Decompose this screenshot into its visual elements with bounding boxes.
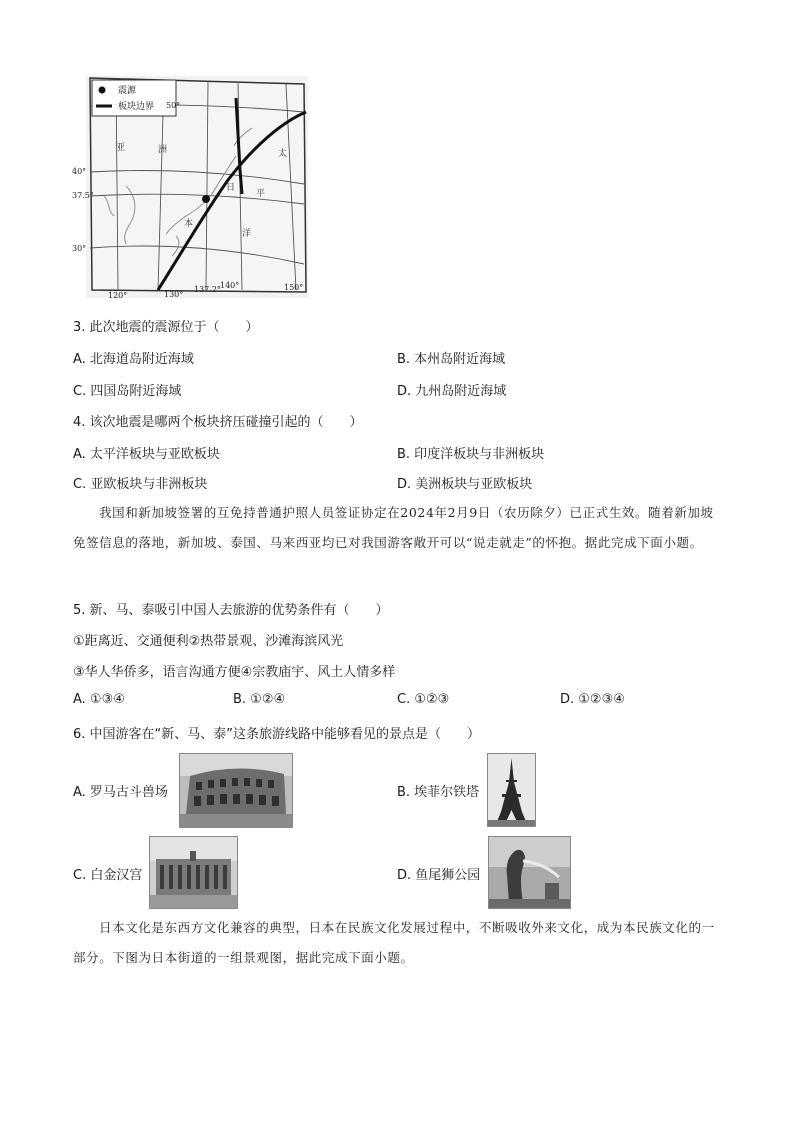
- legend-epicenter-label: 震源: [118, 86, 137, 96]
- q4-option-b[interactable]: B. 印度洋板块与非洲板块: [397, 447, 545, 462]
- q5-items-line1: ①距离近、交通便利②热带景观、沙滩海滨风光: [73, 634, 344, 649]
- q4-option-c[interactable]: C. 亚欧板块与非洲板块: [73, 477, 208, 492]
- lat-label-37-5: 37.5°: [72, 191, 94, 200]
- q6-option-d[interactable]: D. 鱼尾狮公园: [397, 868, 481, 883]
- passage-visa-free: 我国和新加坡签署的互免持普通护照人员签证协定在2024年2月9日（农历除夕）已正式生效。随着新加坡免签信息的落地，新加坡、泰国、马来西亚均已对我国游客敞开可以“说走就走”的怀抱。据此完成下面小题。: [73, 505, 714, 550]
- lat-label-50: 50°: [166, 101, 181, 110]
- q5-option-a[interactable]: A. ①③④: [73, 692, 125, 707]
- lon-label-140: 140°: [220, 281, 240, 290]
- legend-boundary-label: 板块边界: [118, 102, 155, 112]
- q6-option-c[interactable]: C. 白金汉宫: [73, 868, 143, 883]
- q4-option-d[interactable]: D. 美洲板块与亚欧板块: [397, 477, 533, 492]
- earthquake-map: [72, 76, 308, 300]
- colosseum-photo: [179, 753, 293, 828]
- eiffel-tower-photo: [487, 753, 536, 827]
- lat-label-40: 40°: [72, 167, 87, 176]
- q3-option-b[interactable]: B. 本州岛附近海域: [397, 352, 506, 367]
- q3-stem: 3. 此次地震的震源位于（ ）: [73, 320, 259, 335]
- passage-japan-culture: 日本文化是东西方文化兼容的典型，日本在民族文化发展过程中，不断吸收外来文化，成为本民族文化的一部分。下图为日本街道的一组景观图，据此完成下面小题。: [73, 920, 715, 965]
- q5-option-d[interactable]: D. ①②③④: [560, 692, 625, 707]
- q4-stem: 4. 该次地震是哪两个板块挤压碰撞引起的（ ）: [73, 415, 363, 430]
- lon-label-137-2: 137.2°: [194, 285, 221, 294]
- q5-stem: 5. 新、马、泰吸引中国人去旅游的优势条件有（ ）: [73, 603, 389, 618]
- q4-option-a[interactable]: A. 太平洋板块与亚欧板块: [73, 447, 220, 462]
- lon-label-120: 120°: [108, 291, 128, 300]
- q5-option-c[interactable]: C. ①②③: [397, 692, 450, 707]
- buckingham-palace-photo: [149, 836, 238, 909]
- lon-label-130: 130°: [164, 290, 184, 299]
- q3-option-c[interactable]: C. 四国岛附近海域: [73, 384, 182, 399]
- q6-option-a[interactable]: A. 罗马古斗兽场: [73, 785, 168, 800]
- q6-option-b[interactable]: B. 埃菲尔铁塔: [397, 785, 480, 800]
- q3-option-a[interactable]: A. 北海道岛附近海域: [73, 352, 194, 367]
- label-japan-1: 日: [226, 183, 236, 193]
- merlion-park-photo: [488, 836, 571, 909]
- lon-label-150: 150°: [284, 283, 304, 292]
- epicenter-marker: [202, 195, 210, 203]
- label-asia-1: 亚: [116, 143, 126, 153]
- q5-items-line2: ③华人华侨多，语言沟通方便④宗教庙宇、风土人情多样: [73, 665, 396, 680]
- lat-label-30: 30°: [72, 244, 87, 253]
- label-asia-2: 洲: [158, 145, 168, 155]
- q3-option-d[interactable]: D. 九州岛附近海域: [397, 384, 507, 399]
- label-japan-2: 本: [184, 219, 194, 229]
- label-pacific-3: 洋: [242, 229, 252, 239]
- q5-option-b[interactable]: B. ①②④: [233, 692, 286, 707]
- q6-stem: 6. 中国游客在“新、马、泰”这条旅游线路中能够看见的景点是（ ）: [73, 727, 481, 742]
- label-pacific-2: 平: [256, 189, 266, 199]
- label-pacific-1: 太: [278, 149, 288, 159]
